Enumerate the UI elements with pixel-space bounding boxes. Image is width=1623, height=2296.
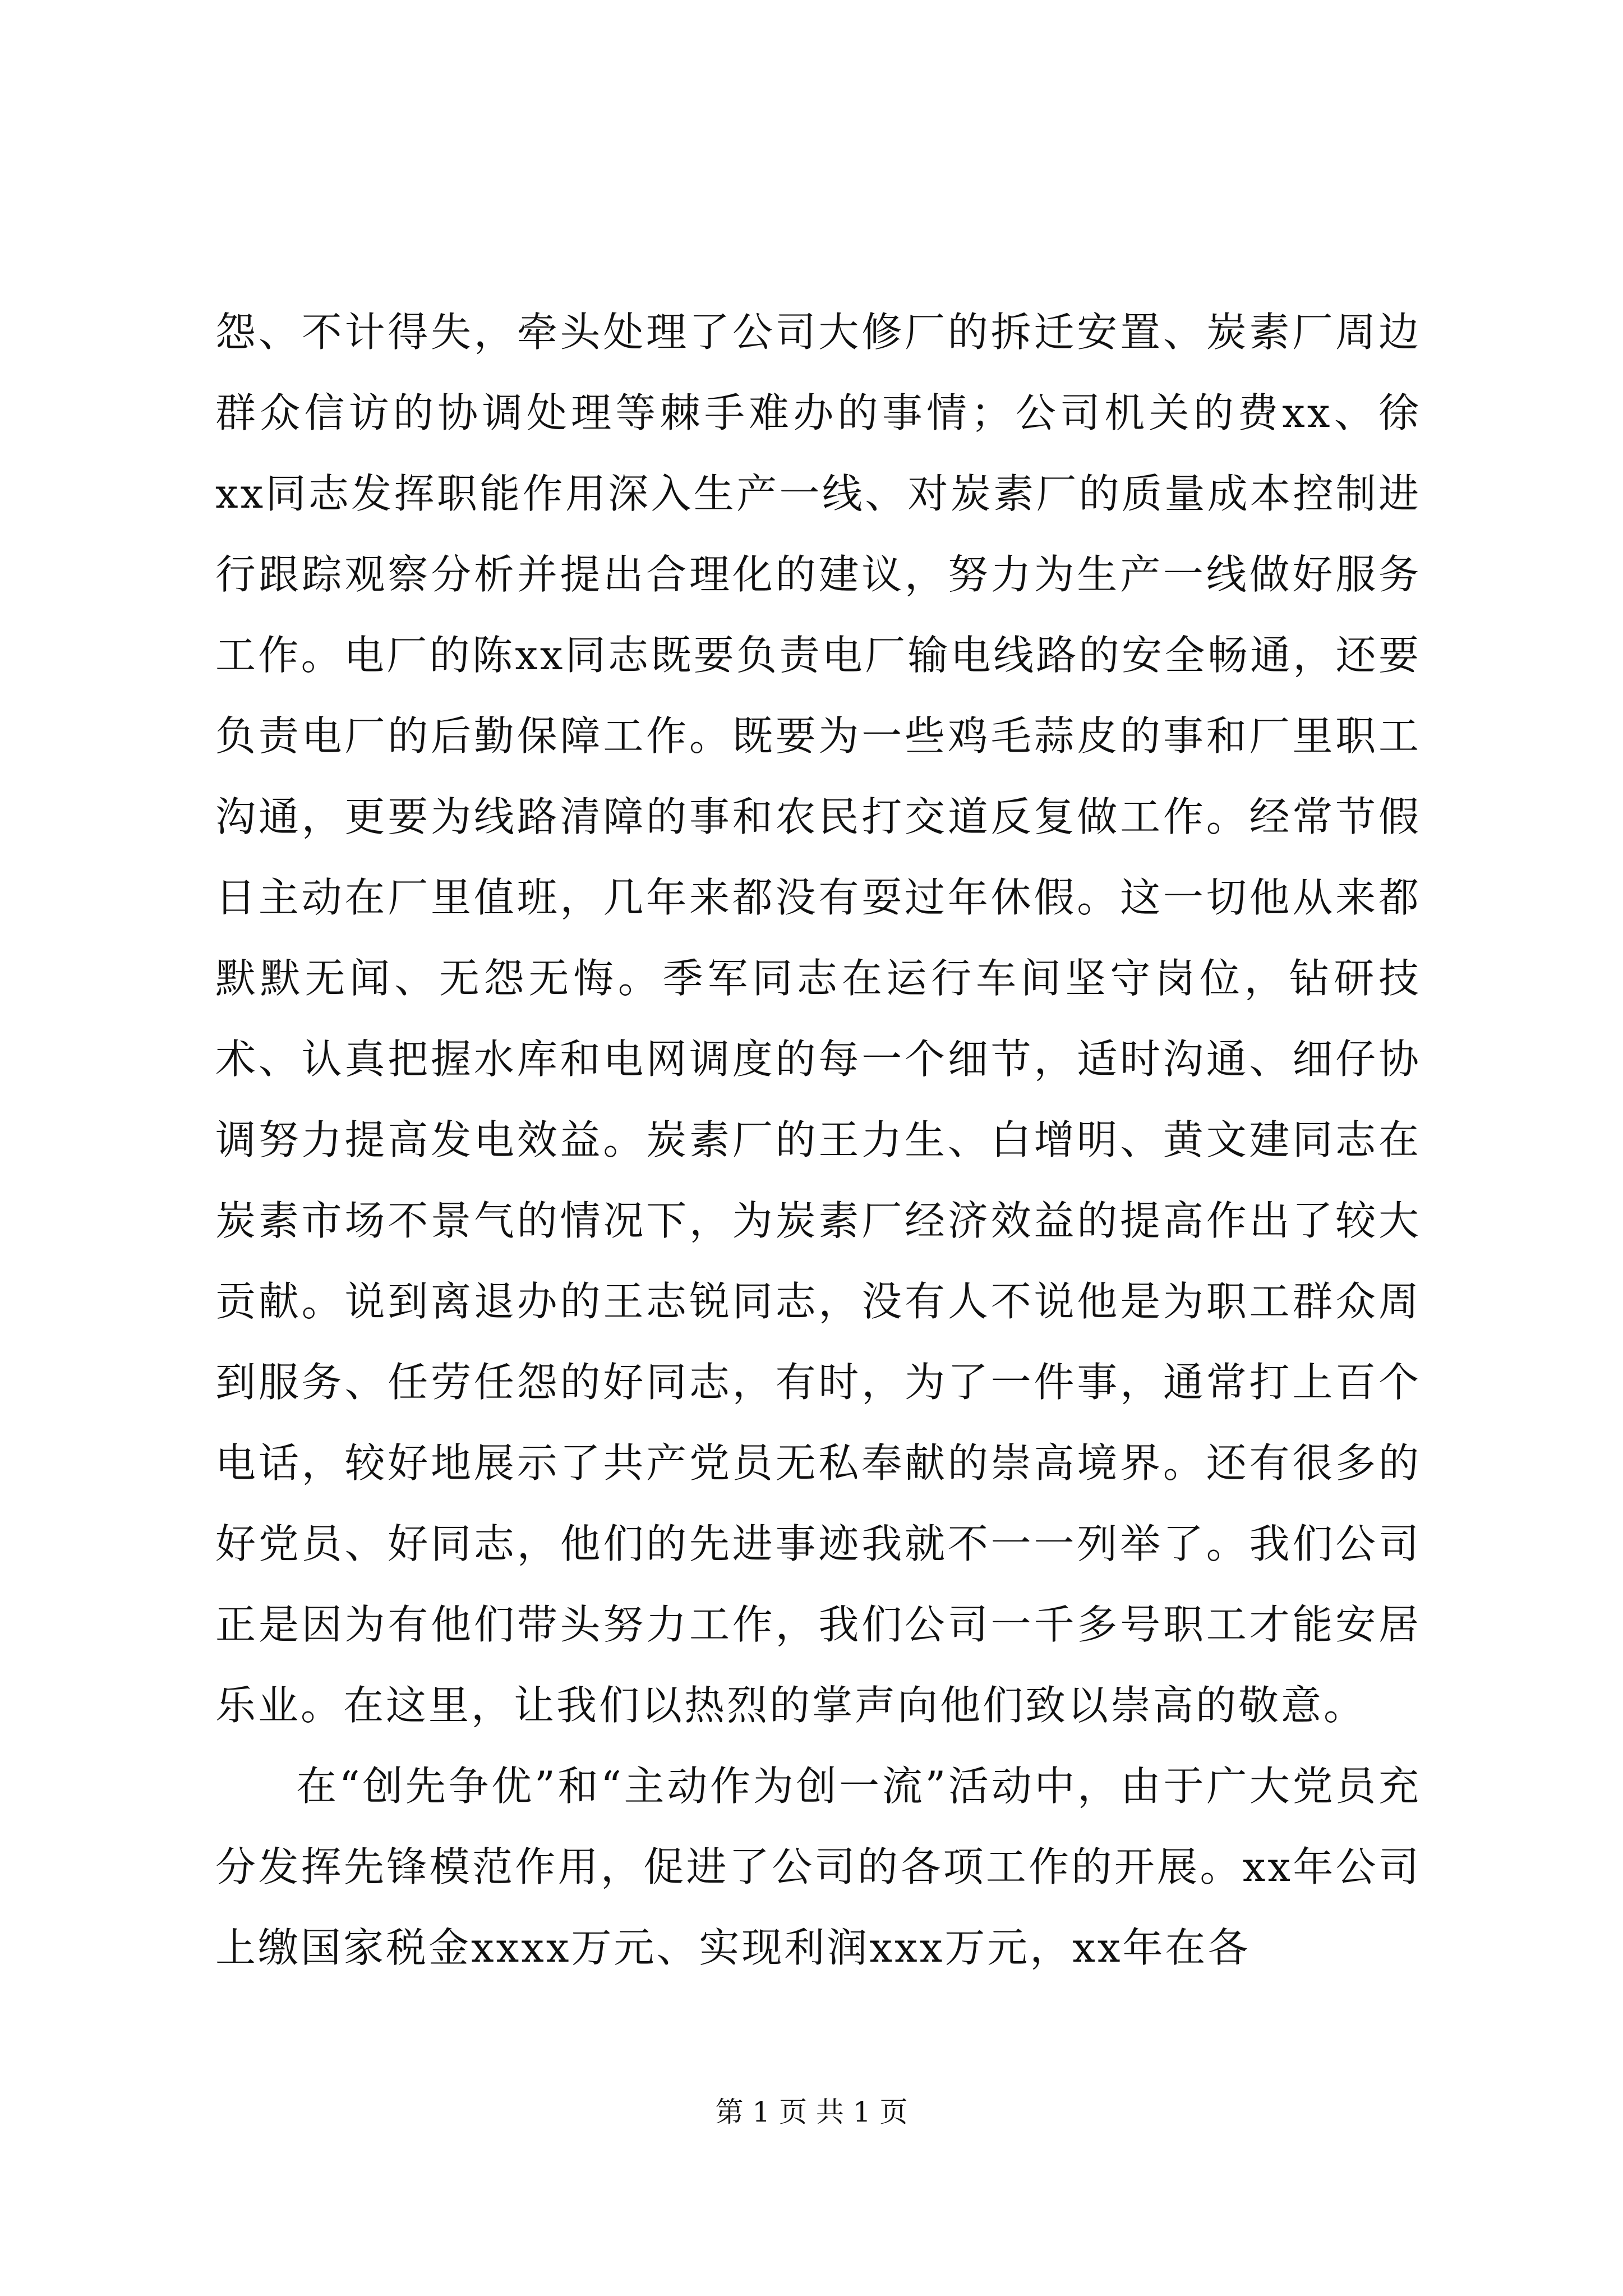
paragraph-2: 在“创先争优”和“主动作为创一流”活动中，由于广大党员充分发挥先锋模范作用，促进了公司的各项工作的开展。xx年公司上缴国家税金xxxx万元、实现利润xxx万元，xx年在各 (215, 1763, 1421, 1971)
paragraph-1: 怨、不计得失，牵头处理了公司大修厂的拆迁安置、炭素厂周边群众信访的协调处理等棘手难办的事情；公司机关的费xx、徐xx同志发挥职能作用深入生产一线、对炭素厂的质量成本控制进行跟踪观察分析并提出合理化的建议，努力为生产一线做好服务工作。电厂的陈xx同志既要负责电厂输电线路的安全畅通，还要负责电厂的后勤保障工作。既要为一些鸡毛蒜皮的事和厂里职工沟通，更要为线路清障的事和农民打交道反复做工作。经常节假日主动在厂里值班，几年来都没有耍过年休假。这一切他从来都默默无闻、无怨无悔。季军同志在运行车间坚守岗位，钻研技术、认真把握水库和电网调度的每一个细节，适时沟通、细仔协调努力提高发电效益。炭素厂的王力生、白增明、黄文建同志在炭素市场不景气的情况下，为炭素厂经济效益的提高作出了较大贡献。说到离退办的王志锐同志，没有人不说他是为职工群众周到服务、任劳任怨的好同志，有时，为了一件事，通常打上百个电话，较好地展示了共产党员无私奉献的崇高境界。还有很多的好党员、好同志，他们的先进事迹我就不一一列举了。我们公司正是因为有他们带头努力工作，我们公司一千多号职工才能安居乐业。在这里，让我们以热烈的掌声向他们致以崇高的敬意。 (215, 309, 1421, 1729)
page-footer: 第 1 页 共 1 页 (715, 2096, 908, 2128)
body-text (215, 292, 1421, 1988)
